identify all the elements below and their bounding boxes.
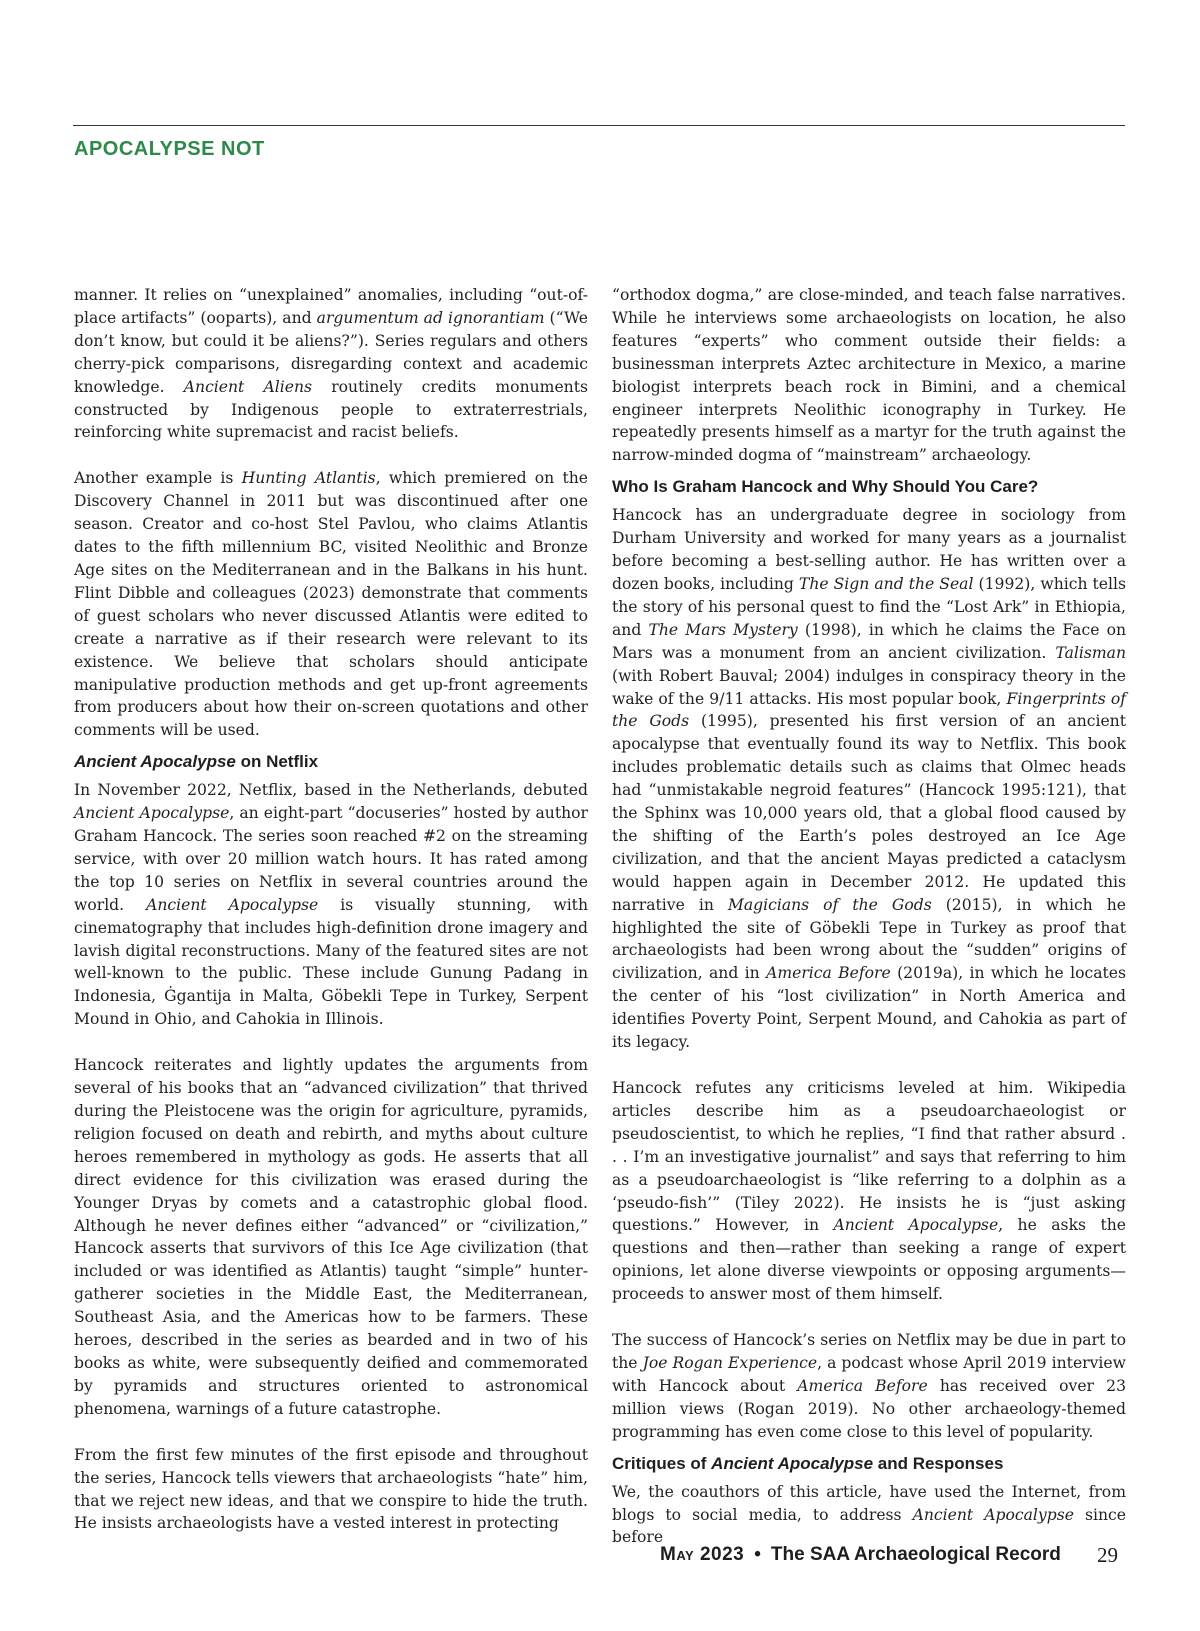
paragraph: manner. It relies on “unexplained” anomalies, including “out-of-place artifacts” (ooparts), and argumentum ad ignorantiam (“We don’t know, but could it be aliens?”). Series regulars and others cherry-pick comparisons, disregarding context and academic knowledge. Ancient Aliens routinely credits monuments constructed by Indigenous people to extraterrestrials, reinforcing white supremacist and racist beliefs. xyxy=(74,286,589,442)
running-head: APOCALYPSE NOT xyxy=(74,138,265,160)
footer-journal-title: The SAA Archaeological Record xyxy=(770,1544,1061,1565)
paragraph: From the first few minutes of the first episode and throughout the series, Hancock tells viewers that archaeologists “hate” him, that we reject new ideas, and that we conspire to hide the truth. He insists archaeologists have a vested interest in protecting xyxy=(74,1445,588,1533)
page-number: 29 xyxy=(1097,1543,1118,1567)
paragraph: Hancock has an undergraduate degree in sociology from Durham University and worked for many years as a journalist before becoming a best-selling author. He has written over a dozen books, including The Sign and the Seal (1992), which tells the story of his personal quest to find the “Lost Ark” in Ethiopia, and The Mars Mystery (1998), in which he claims the Face on Mars was a monument from an ancient civilization. Talisman (with Robert Bauval; 2004) indulges in conspiracy theory in the wake of the 9/11 attacks. His most popular book, Fingerprints of the Gods (1995), presented his first version of an ancient apocalypse that eventually found its way to Netflix. This book includes problematic details such as claims that Olmec heads had “unmistakable negroid features” (Hancock 1995:121), that the Sphinx was 10,000 years old, that a global flood caused by the shifting of the Earth’s poles destroyed an Ice Age civilization, and that the ancient Mayas predicted a cataclysm would happen again in December 2012. He updated this narrative in Magicians of the Gods (2015), in which he highlighted the site of Göbekli Tepe in Turkey as proof that archaeologists had been wrong about the “sudden” origins of civilization, and in America Before (2019a), in which he locates the center of his “lost civilization” in North America and identifies Poverty Point, Serpent Mound, and Cahokia as part of its legacy. xyxy=(612,506,1127,1052)
footer-bullet: • xyxy=(754,1544,761,1565)
paragraph: “orthodox dogma,” are close-minded, and teach false narratives. While he interviews some archaeologists on location, he also features “experts” who comment outside their fields: a businessman interprets Aztec architecture in Mexico, a marine biologist interprets beach rock in Bimini, and a chemical engineer interprets Neolithic iconography in Turkey. He repeatedly presents himself as a martyr for the truth against the narrow-minded dogma of “mainstream” archaeology. xyxy=(612,286,1126,465)
paragraph: Another example is Hunting Atlantis, which premiered on the Discovery Channel in 2011 but was discontinued after one season. Creator and co-host Stel Pavlou, who claims Atlantis dates to the fifth millennium BC, visited Neolithic and Bronze Age sites on the Mediterranean and in the Balkans in his hunt. Flint Dibble and colleagues (2023) demonstrate that comments of guest scholars who never discussed Atlantis were edited to create a narrative as if their research were relevant to its existence. We believe that scholars should anticipate manipulative production methods and get up-front agreements from producers about how their on-screen quotations and other comments will be used. xyxy=(74,469,588,740)
paragraph: We, the coauthors of this article, have used the Internet, from blogs to social media, to address Ancient Apocalypse since before xyxy=(612,1482,1126,1547)
paragraph: Hancock reiterates and lightly updates the arguments from several of his books that an “advanced civilization” that thrived during the Pleistocene was the origin for agriculture, pyramids, religion focused on death and rebirth, and myths about culture heroes remembered in mythology as gods. He asserts that all direct evidence for this civilization was erased during the Younger Dryas by comets and a catastrophic global flood. Although he never defines either “advanced” or “civilization,” Hancock asserts that survivors of this Ice Age civilization (that included or was identified as Atlantis) taught “simple” hunter-gatherer societies in the Middle East, the Mediterranean, Southeast Asia, and the Americas how to be farmers. These heroes, described in the series as bearded and in two of his books as white, were subsequently deified and commemorated by pyramids and structures oriented to astronomical phenomena, warnings of a future catastrophe. xyxy=(74,1056,588,1418)
section-heading-critiques: Critiques of Ancient Apocalypse and Responses xyxy=(612,1453,1004,1473)
header-rule xyxy=(73,125,1125,126)
page-footer xyxy=(0,1544,1200,1574)
section-heading-hancock: Who Is Graham Hancock and Why Should You Care? xyxy=(612,477,1039,497)
footer-issue-line xyxy=(660,1544,1061,1566)
paragraph: Hancock refutes any criticisms leveled at him. Wikipedia articles describe him as a pseudoarchaeologist or pseudoscientist, to which he replies, “I find that rather absurd . . . I’m an investigative journalist” and says that referring to him as a pseudoarchaeologist is “like referring to a dolphin as a ‘pseudo-fish’” (Tiley 2022). He insists he is “just asking questions.” However, in Ancient Apocalypse, he asks the questions and then—rather than seeking a range of expert opinions, let alone diverse viewpoints or opposing arguments—proceeds to answer most of them himself. xyxy=(612,1079,1126,1304)
footer-issue-date: May 2023 xyxy=(660,1544,745,1565)
left-column xyxy=(74,284,588,1558)
right-column xyxy=(612,284,1126,1572)
section-heading-netflix: Ancient Apocalypse on Netflix xyxy=(74,752,319,772)
paragraph: In November 2022, Netflix, based in the Netherlands, debuted Ancient Apocalypse, an eight-part “docuseries” hosted by author Graham Hancock. The series soon reached #2 on the streaming service, with over 20 million watch hours. It has rated among the top 10 series on Netflix in several countries around the world. Ancient Apocalypse is visually stunning, with cinematography that includes high-definition drone imagery and lavish digital reconstructions. Many of the featured sites are not well-known to the public. These include Gunung Padang in Indonesia, Ġgantija in Malta, Göbekli Tepe in Turkey, Serpent Mound in Ohio, and Cahokia in Illinois. xyxy=(74,781,588,1029)
paragraph: The success of Hancock’s series on Netflix may be due in part to the Joe Rogan Experience, a podcast whose April 2019 interview with Hancock about America Before has received over 23 million views (Rogan 2019). No other archaeology-themed programming has even come close to this level of popularity. xyxy=(612,1331,1126,1441)
